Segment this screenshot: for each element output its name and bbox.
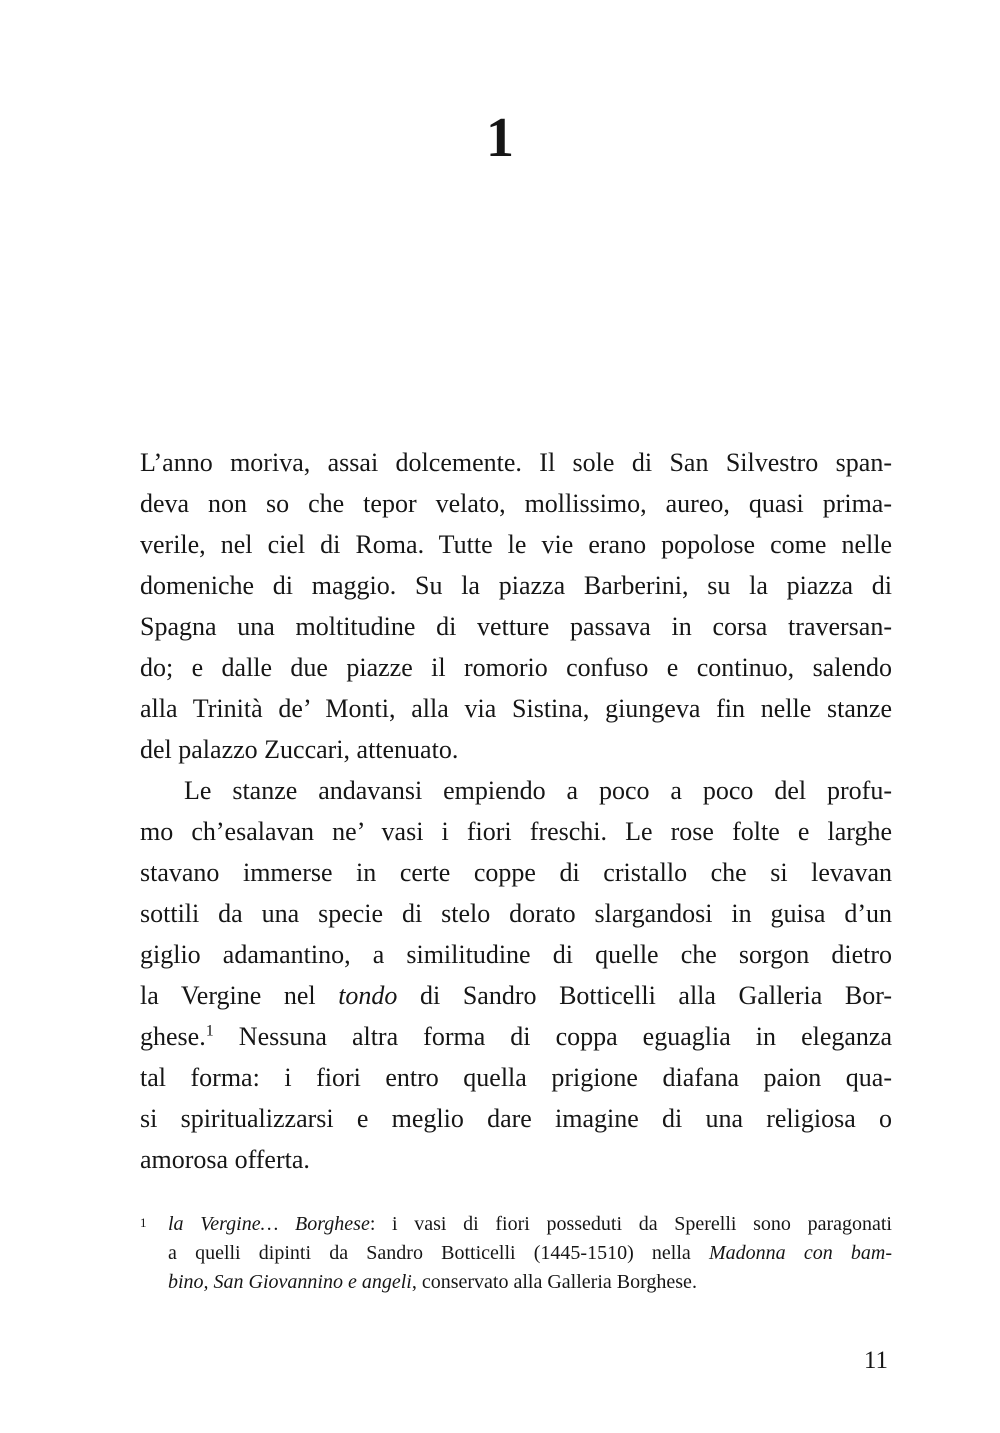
- text-segment: L’anno moriva, assai dolcemente. Il sole di San Silvestro span-: [140, 448, 892, 477]
- text-line: [140, 893, 892, 934]
- paragraph: [140, 770, 892, 1180]
- text-line: [140, 1016, 892, 1057]
- chapter-heading: 1: [486, 107, 514, 169]
- text-segment: , conservato alla Galleria Borghese.: [411, 1271, 697, 1293]
- text-line: [140, 565, 892, 606]
- footnote: [140, 1210, 892, 1297]
- text-line: [168, 1239, 892, 1268]
- footnote-reference: 1: [205, 1022, 214, 1040]
- text-segment: : i vasi di fiori posseduti da Sperelli sono paragonati: [369, 1213, 892, 1235]
- text-line: [140, 688, 892, 729]
- text-segment: ghese.: [140, 1022, 206, 1051]
- footnote-marker: 1: [140, 1215, 147, 1230]
- text-segment: si spiritualizzarsi e meglio dare imagine di una religiosa o: [140, 1104, 892, 1133]
- paragraph: [140, 442, 892, 770]
- page-number: 11: [863, 1347, 888, 1374]
- text-line: [140, 975, 892, 1016]
- body-text: [140, 442, 892, 1180]
- text-line: [140, 442, 892, 483]
- text-segment: tondo: [338, 981, 398, 1010]
- text-segment: sottili da una specie di stelo dorato slargandosi in guisa d’un: [140, 899, 892, 928]
- text-line: [140, 647, 892, 688]
- text-line: [140, 1139, 892, 1180]
- text-line: [140, 934, 892, 975]
- text-segment: alla Trinità de’ Monti, alla via Sistina, giungeva fin nelle stanze: [140, 694, 892, 723]
- text-segment: mo ch’esalavan ne’ vasi i fiori freschi. Le rose folte e larghe: [140, 817, 892, 846]
- text-line: [140, 811, 892, 852]
- text-segment: del palazzo Zuccari, attenuato.: [140, 735, 459, 764]
- text-line: [140, 483, 892, 524]
- text-line: [140, 606, 892, 647]
- text-line: [140, 1098, 892, 1139]
- text-segment: verile, nel ciel di Roma. Tutte le vie erano popolose come nelle: [140, 530, 892, 559]
- text-segment: domeniche di maggio. Su la piazza Barberini, su la piazza di: [140, 571, 892, 600]
- text-line: [168, 1268, 892, 1297]
- text-line: [140, 1057, 892, 1098]
- text-line: [168, 1210, 892, 1239]
- text-line: [140, 524, 892, 565]
- text-segment: tal forma: i fiori entro quella prigione diafana paion qua-: [140, 1063, 892, 1092]
- text-segment: a quelli dipinti da Sandro Botticelli (1445-1510) nella: [168, 1242, 709, 1264]
- text-line: [140, 729, 892, 770]
- text-line: [140, 852, 892, 893]
- text-segment: la Vergine… Borghese: [168, 1213, 370, 1235]
- text-segment: di Sandro Botticelli alla Galleria Bor-: [397, 981, 892, 1010]
- text-line: [140, 770, 892, 811]
- text-segment: deva non so che tepor velato, mollissimo, aureo, quasi prima-: [140, 489, 892, 518]
- text-segment: stavano immerse in certe coppe di cristallo che si levavan: [140, 858, 892, 887]
- text-segment: Nessuna altra forma di coppa eguaglia in eleganza: [213, 1022, 892, 1051]
- text-segment: amorosa offerta.: [140, 1145, 310, 1174]
- footnote-text: [168, 1210, 892, 1297]
- text-segment: Madonna con bam-: [708, 1242, 893, 1264]
- text-segment: Le stanze andavansi empiendo a poco a poco del profu-: [184, 776, 892, 805]
- text-segment: do; e dalle due piazze il romorio confuso e continuo, salendo: [140, 653, 892, 682]
- text-segment: Spagna una moltitudine di vetture passava in corsa traversan-: [140, 612, 892, 641]
- text-segment: giglio adamantino, a similitudine di quelle che sorgon dietro: [140, 940, 892, 969]
- text-segment: la Vergine nel: [140, 981, 339, 1010]
- text-segment: bino, San Giovannino e angeli: [168, 1271, 412, 1293]
